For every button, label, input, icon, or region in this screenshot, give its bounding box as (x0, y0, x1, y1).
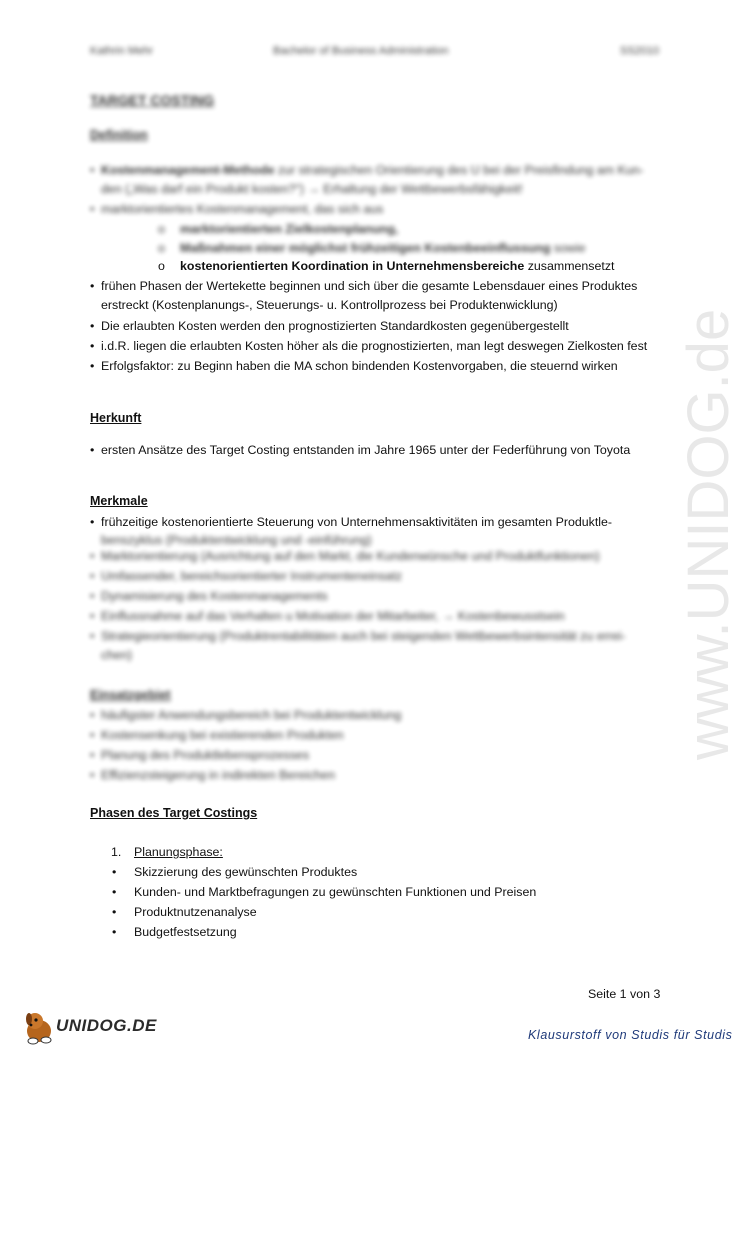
einsatz-bullet-4: Effizienzsteigerung in indirekten Bereichen (101, 768, 335, 782)
definition-bullet-4: Die erlaubten Kosten werden den prognostizierten Standardkosten gegenübergestellt (101, 319, 569, 333)
bullet: • (112, 865, 117, 879)
bullet: • (90, 708, 95, 722)
phase-item: Skizzierung des gewünschten Produktes (134, 865, 358, 879)
definition-bullet-1-bold: Kostenmanagement-Methode (101, 163, 275, 177)
bullet: • (90, 515, 95, 529)
einsatz-bullet-2: Kostensenkung bei existierenden Produkten (101, 728, 344, 742)
bullet: • (90, 629, 95, 643)
dog-logo-icon (22, 1007, 56, 1045)
definition-bullet-3-cont: erstreckt (Kostenplanungs-, Steuerungs- u. Kontrollprozess bei Produktenwicklung) (101, 298, 558, 312)
definition-sub-3-rest: zusammensetzt (527, 259, 615, 273)
bullet: • (112, 925, 117, 939)
bullet: • (112, 885, 117, 899)
watermark (675, 308, 741, 1240)
definition-bullet-2: marktorientiertes Kostenmanagement, das sich aus (101, 202, 384, 216)
merkmale-bullet-4: Dynamisierung des Kostenmanagements (101, 589, 328, 603)
definition-heading: Definition (90, 128, 148, 142)
definition-sub-3-bold: kostenorientierten Koordination in Unternehmensbereiche (180, 259, 525, 273)
sub-bullet: o (158, 241, 165, 255)
bullet: • (90, 609, 95, 623)
definition-sub-2-bold: Maßnahmen einer möglichst frühzeitigen Kostenbeeinflussung (180, 241, 551, 255)
merkmale-bullet-1-cont: benszyklus (Produktentwicklung und -einführung) (101, 533, 372, 547)
bullet: • (90, 443, 95, 457)
bullet: • (90, 319, 95, 333)
definition-sub-3 (180, 259, 614, 273)
logo-text: UNIDOG.DE (56, 1016, 157, 1035)
watermark-text: www.UNIDOG.de (676, 308, 741, 760)
document-title: TARGET COSTING (90, 92, 215, 108)
bullet: • (90, 748, 95, 762)
definition-bullet-5: i.d.R. liegen die erlaubten Kosten höher als die prognostizierten, man legt deswegen Zielkosten fest (101, 339, 648, 353)
phase-number: 1. (111, 845, 122, 859)
definition-bullet-1-rest: zur strategischen Orientierung des U bei der Preisfindung am Kun- (277, 163, 644, 177)
merkmale-bullet-2: Marktorientierung (Ausrichtung auf den Markt, die Kundenwünsche und Produktfunktionen) (101, 549, 600, 563)
bullet: • (90, 549, 95, 563)
definition-sub-1: marktorientierten Zielkostenplanung, (180, 222, 399, 236)
bullet: • (90, 163, 95, 177)
einsatz-bullet-3: Planung des Produktlebensprozesses (101, 748, 310, 762)
bullet: • (112, 905, 117, 919)
definition-sub-2-rest: sowie (553, 241, 586, 255)
definition-bullet-6: Erfolgsfaktor: zu Beginn haben die MA schon bindenden Kostenvorgaben, die steuernd wirken (101, 359, 618, 373)
definition-bullet-1-cont: den („Was darf ein Produkt kosten?") → Erhaltung der Wettbewerbsfähigkeit! (101, 182, 523, 196)
bullet: • (90, 279, 95, 293)
header-semester: SS2010 (620, 45, 660, 57)
definition-bullet-1 (101, 163, 644, 177)
einsatz-heading: Einsatzgebiet (90, 688, 171, 702)
definition-bullet-3: frühen Phasen der Wertekette beginnen und sich über die gesamte Lebensdauer eines Produktes (101, 279, 638, 293)
bullet: • (90, 339, 95, 353)
bullet: • (90, 202, 95, 216)
header-program: Bachelor of Business Administration (273, 45, 449, 57)
phasen-heading: Phasen des Target Costings (90, 806, 258, 820)
phase-item: Produktnutzenanalyse (134, 905, 257, 919)
merkmale-bullet-6-cont: chen) (101, 648, 132, 662)
einsatz-bullet-1: häufigster Anwendungsbereich bei Produktentwicklung (101, 708, 402, 722)
phase-item: Budgetfestsetzung (134, 925, 237, 939)
page-number: Seite 1 von 3 (588, 987, 661, 1001)
bullet: • (90, 728, 95, 742)
sub-bullet: o (158, 222, 165, 236)
merkmale-bullet-6: Strategieorientierung (Produktrentabilitäten auch bei steigenden Wettbewerbsintensität zu errei- (101, 629, 626, 643)
header-author: Kathrin Mehr (90, 45, 153, 57)
sub-bullet: o (158, 259, 165, 273)
definition-sub-2 (180, 241, 586, 255)
merkmale-bullet-3: Umfassender, bereichsorientierter Instrumenteneinsatz (101, 569, 402, 583)
herkunft-heading: Herkunft (90, 411, 142, 425)
bullet: • (90, 768, 95, 782)
bullet: • (90, 569, 95, 583)
merkmale-bullet-1: frühzeitige kostenorientierte Steuerung von Unternehmensaktivitäten im gesamten Produktle- (101, 515, 613, 529)
bullet: • (90, 589, 95, 603)
phase-item: Kunden- und Marktbefragungen zu gewünschten Funktionen und Preisen (134, 885, 537, 899)
merkmale-bullet-5: Einflussnahme auf das Verhalten u Motivation der Mitarbeiter, → Kostenbewusstsein (101, 609, 565, 623)
footer-slogan: Klausurstoff von Studis für Studis (528, 1028, 733, 1042)
bullet: • (90, 359, 95, 373)
herkunft-bullet-1: ersten Ansätze des Target Costing entstanden im Jahre 1965 unter der Federführung von Toyota (101, 443, 631, 457)
merkmale-heading: Merkmale (90, 494, 148, 508)
phase-1-title: Planungsphase: (134, 845, 223, 859)
